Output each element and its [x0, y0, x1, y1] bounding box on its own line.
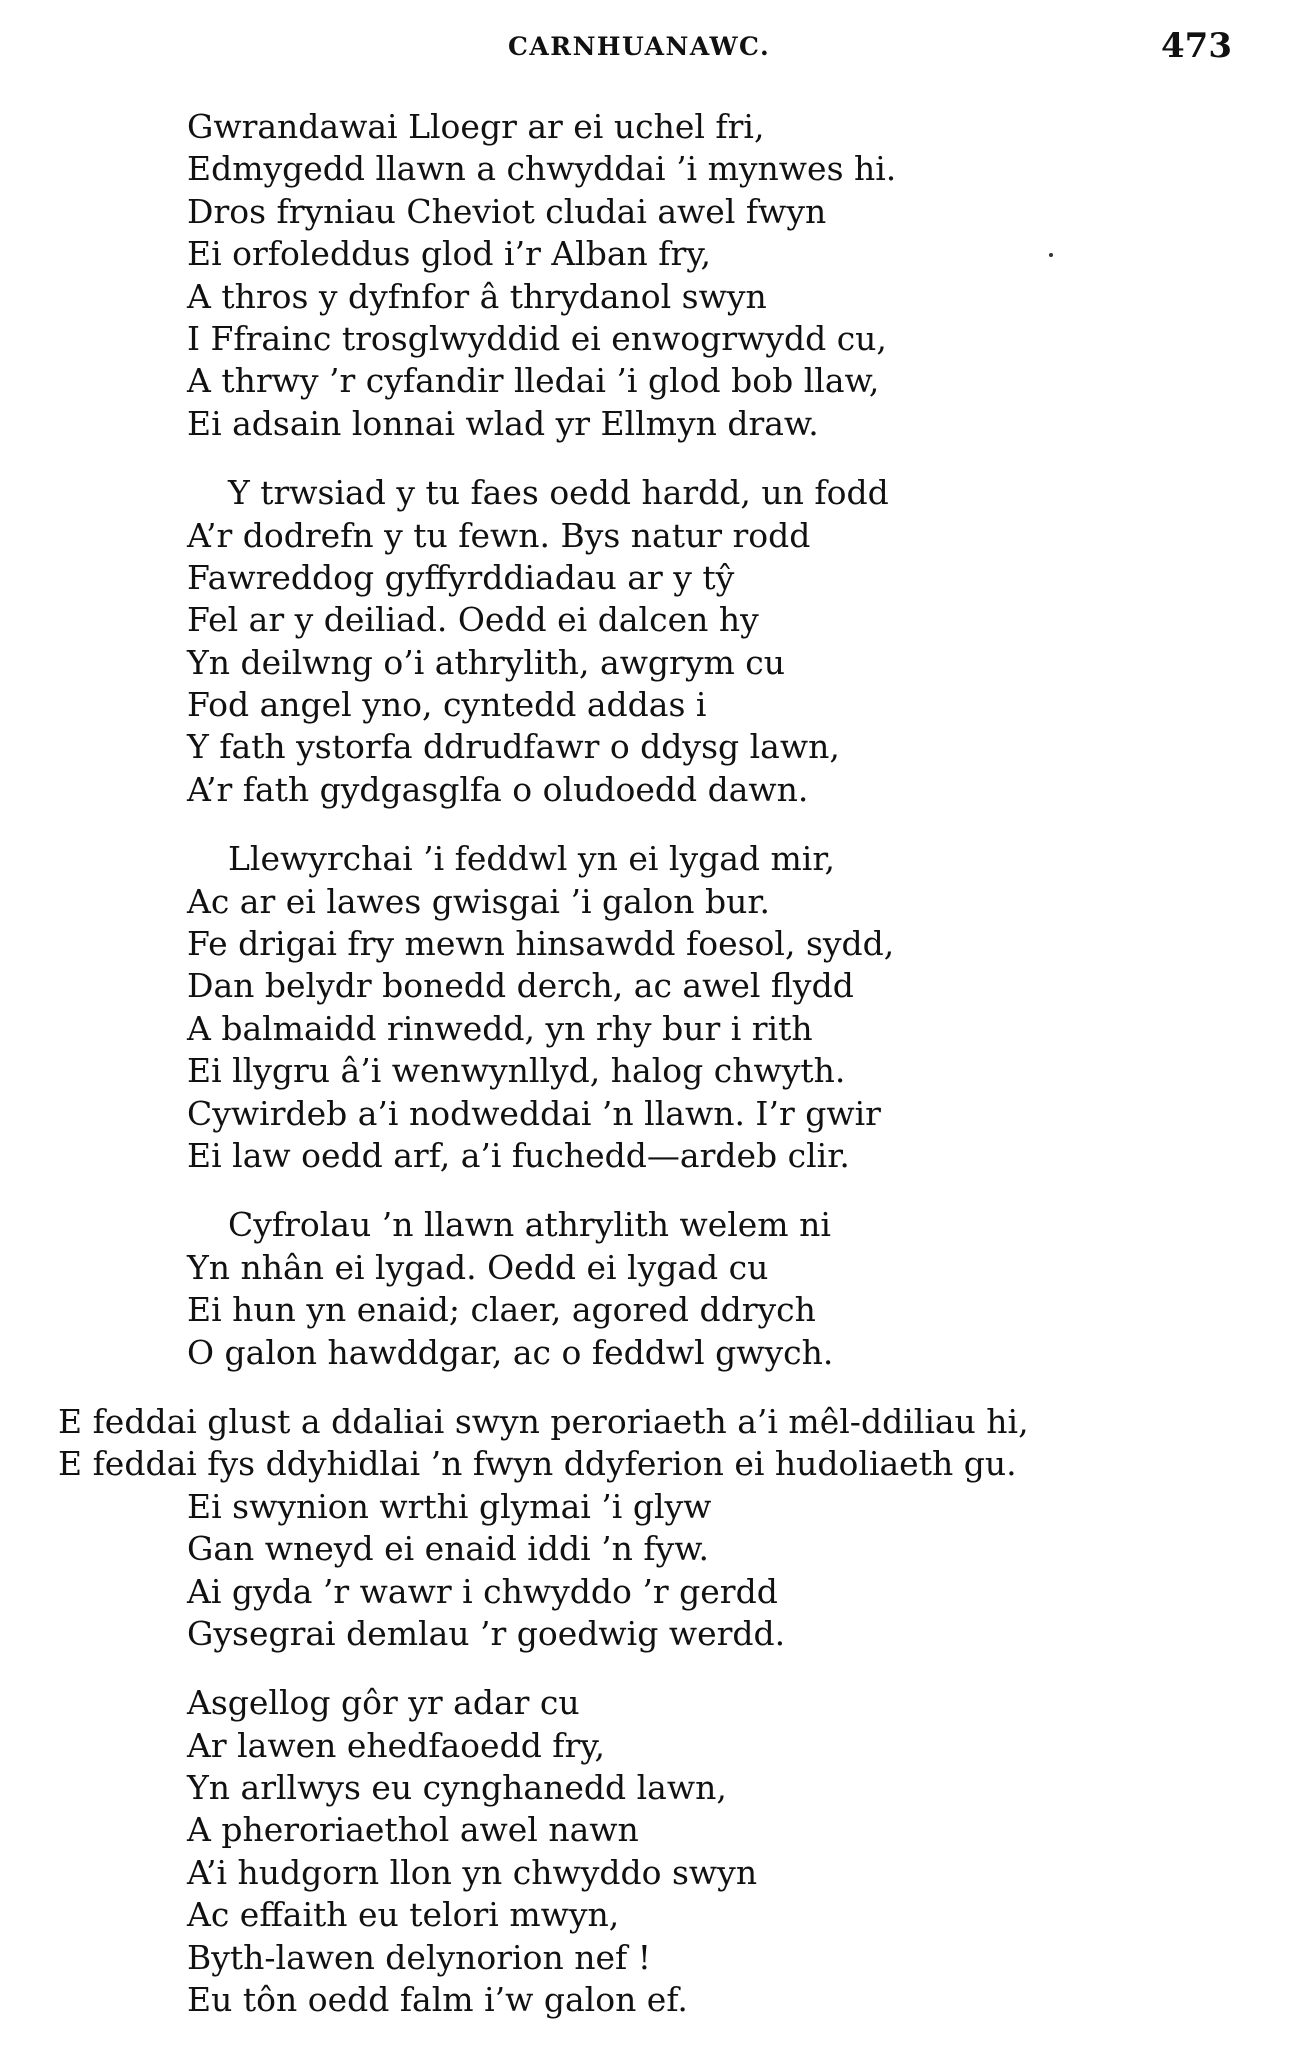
verse-line: E feddai glust a ddaliai swyn peroriaeth a’i mêl-ddiliau hi,	[58, 1401, 1029, 1441]
stanza-2	[0, 472, 1300, 811]
verse-line: Yn arllwys eu cynghanedd lawn,	[187, 1768, 727, 1808]
verse-line: Ac ar ei lawes gwisgai ’i galon bur.	[187, 881, 770, 921]
poem-body	[0, 106, 1300, 2048]
stanza-4	[0, 1204, 1300, 1374]
verse-line: A’r dodrefn y tu fewn. Bys natur rodd	[187, 515, 811, 555]
verse-line: A balmaidd rinwedd, yn rhy bur i rith	[187, 1008, 813, 1048]
verse-line: Fel ar y deiliad. Oedd ei dalcen hy	[187, 600, 759, 640]
verse-line: Y trwsiad y tu faes oedd hardd, un fodd	[228, 473, 889, 513]
verse-line: Cywirdeb a’i nodweddai ’n llawn. I’r gwir	[187, 1093, 881, 1133]
stanza-5	[0, 1401, 1300, 1655]
verse-line: O galon hawddgar, ac o feddwl gwych.	[187, 1332, 834, 1372]
verse-line: Gysegrai demlau ’r goedwig werdd.	[187, 1613, 786, 1653]
page-number: 473	[1161, 26, 1232, 66]
verse-line: Llewyrchai ’i feddwl yn ei lygad mir,	[228, 839, 835, 879]
verse-line: Ar lawen ehedfaoedd fry,	[187, 1725, 606, 1765]
verse-line: Ei hun yn enaid; claer, agored ddrych	[187, 1290, 816, 1330]
verse-line: A thrwy ’r cyfandir lledai ’i glod bob llaw,	[187, 361, 880, 401]
verse-line: Byth-lawen delynorion nef !	[187, 1937, 651, 1977]
verse-line: Fe drigai fry mewn hinsawdd foesol, sydd,	[187, 924, 895, 964]
stanza-6	[0, 1682, 1300, 2021]
verse-line: Dros fryniau Cheviot cludai awel fwyn	[187, 191, 827, 231]
verse-line: Ei law oedd arf, a’i fuchedd—ardeb clir.	[187, 1135, 850, 1175]
verse-line: Yn nhân ei lygad. Oedd ei lygad cu	[187, 1247, 769, 1287]
stanza-3	[0, 838, 1300, 1177]
verse-line: A thros y dyfnfor â thrydanol swyn	[187, 276, 767, 316]
verse-line: Cyfrolau ’n llawn athrylith welem ni	[228, 1205, 831, 1245]
verse-line: Gwrandawai Lloegr ar ei uchel fri,	[187, 107, 765, 146]
verse-line: Ai gyda ’r wawr i chwyddo ’r gerdd	[187, 1571, 778, 1611]
verse-line: Y fath ystorfa ddrudfawr o ddysg lawn,	[187, 727, 840, 767]
running-head	[0, 26, 1300, 66]
verse-line: Dan belydr bonedd derch, ac awel flydd	[187, 966, 854, 1006]
verse-line: Edmygedd llawn a chwyddai ’i mynwes hi.	[187, 149, 897, 189]
verse-line: A’r fath gydgasglfa o oludoedd dawn.	[187, 769, 809, 809]
running-head-title: CARNHUANAWC.	[508, 32, 771, 61]
verse-line: Eu tôn oedd falm i’w galon ef.	[187, 1980, 688, 2020]
verse-line: A pheroriaethol awel nawn	[187, 1810, 639, 1850]
verse-line: Fod angel yno, cyntedd addas i	[187, 685, 707, 725]
stanza-1	[0, 106, 1300, 445]
verse-line: Ei swynion wrthi glymai ’i glyw	[187, 1486, 712, 1526]
verse-line: A’i hudgorn llon yn chwyddo swyn	[187, 1852, 758, 1892]
verse-line: Ei adsain lonnai wlad yr Ellmyn draw.	[187, 403, 819, 443]
verse-line: Gan wneyd ei enaid iddi ’n fyw.	[187, 1529, 710, 1569]
verse-line: Ei orfoleddus glod i’r Alban fry,	[187, 234, 712, 274]
verse-line: Yn deilwng o’i athrylith, awgrym cu	[187, 642, 785, 682]
verse-line: Ac effaith eu telori mwyn,	[187, 1895, 620, 1935]
verse-line: E feddai fys ddyhidlai ’n fwyn ddyferion ei hudoliaeth gu.	[58, 1444, 1017, 1484]
verse-line: Fawreddog gyffyrddiadau ar y tŷ	[187, 557, 735, 597]
verse-line: Ei llygru â’i wenwynllyd, halog chwyth.	[187, 1051, 846, 1091]
verse-line: I Ffrainc trosglwyddid ei enwogrwydd cu,	[187, 318, 887, 358]
verse-line: Asgellog gôr yr adar cu	[187, 1683, 580, 1723]
